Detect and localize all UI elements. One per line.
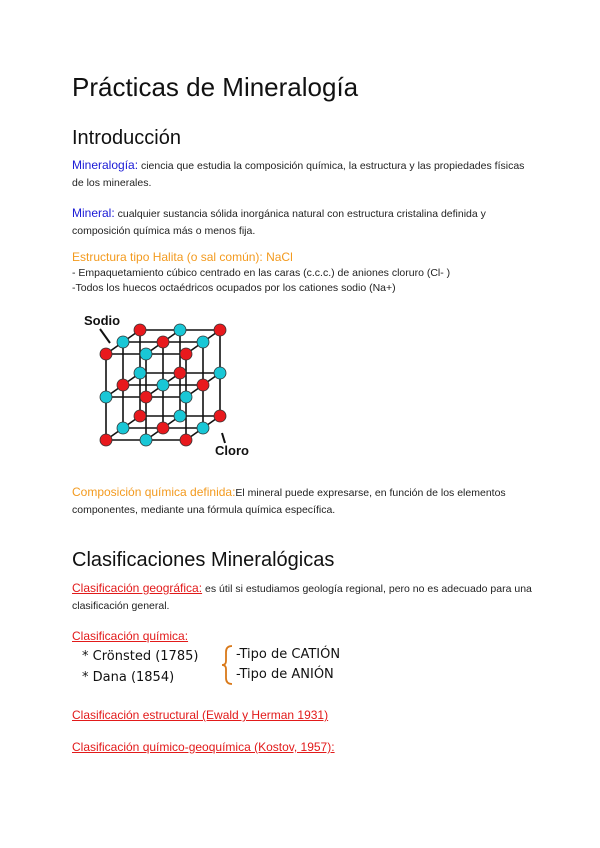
nacl-structure-figure	[72, 305, 272, 465]
chlorine-atom	[174, 410, 186, 422]
clasif-estructural-link[interactable]: Clasificación estructural (Ewald y Herman 1931)	[72, 708, 329, 722]
sodium-atom	[197, 379, 209, 391]
chlorine-atom	[140, 348, 152, 360]
chlorine-atom	[197, 336, 209, 348]
sodium-atom	[134, 410, 146, 422]
sodium-atom	[214, 410, 226, 422]
sodium-atom	[157, 422, 169, 434]
clasif-geoquimica-link[interactable]: Clasificación químico-geoquímica (Kostov, 1957):	[72, 740, 335, 754]
mineralogia-paragraph	[72, 157, 532, 192]
sodium-atom	[180, 348, 192, 360]
sodium-atom	[117, 379, 129, 391]
composicion-term: Composición química definida:	[72, 485, 236, 499]
clasif-geoquimica-row	[72, 738, 335, 756]
chlorine-atom	[100, 391, 112, 403]
composicion-definition: El mineral puede expresarse, en función de los elementos componentes, mediante una fórmula química específica.	[72, 487, 506, 516]
hand-dana: * Dana (1854)	[82, 670, 175, 685]
chlorine-atom	[214, 367, 226, 379]
chlorine-atom	[140, 434, 152, 446]
chlorine-atom	[117, 422, 129, 434]
intro-heading: Introducción	[72, 127, 181, 149]
sodium-atom	[134, 324, 146, 336]
handwritten-note-image	[78, 642, 368, 688]
geografica-text: es útil si estudiamos geología regional, pero no es adecuado para una clasificación general.	[72, 583, 532, 612]
clasif-geografica-link[interactable]: Clasificación geográfica:	[72, 581, 203, 595]
sodium-atom	[180, 434, 192, 446]
chlorine-atom	[117, 336, 129, 348]
clasif-estructural-row	[72, 706, 328, 724]
sodium-atom	[174, 367, 186, 379]
cloro-pointer	[222, 433, 225, 443]
chlorine-atom	[197, 422, 209, 434]
sodium-atom	[100, 434, 112, 446]
sodium-atom	[100, 348, 112, 360]
halita-heading: Estructura tipo Halita (o sal común): NaCl	[72, 250, 293, 264]
label-cloro: Cloro	[215, 443, 249, 458]
chlorine-atom	[157, 379, 169, 391]
page-title: Prácticas de Mineralogía	[72, 72, 359, 102]
mineral-paragraph	[72, 205, 532, 240]
clasif-quimica-link[interactable]: Clasificación química:	[72, 629, 189, 643]
mineralogia-definition: ciencia que estudia la composición química, la estructura y las propiedades físicas de los minerales.	[72, 160, 525, 189]
mineral-definition: cualquier sustancia sólida inorgánica natural con estructura cristalina definida y composición química más o menos fija.	[72, 208, 486, 237]
sodium-atom	[214, 324, 226, 336]
chlorine-atom	[180, 391, 192, 403]
sodium-atom	[140, 391, 152, 403]
sodium-atom	[157, 336, 169, 348]
halita-line-1: - Empaquetamiento cúbico centrado en las caras (c.c.c.) de aniones cloruro (Cl- )	[72, 267, 451, 279]
orange-brace	[222, 646, 232, 684]
sodio-pointer	[100, 329, 110, 343]
composicion-paragraph	[72, 484, 532, 519]
mineral-term: Mineral:	[72, 206, 115, 220]
halita-line-2: -Todos los huecos octaédricos ocupados por los cationes sodio (Na+)	[72, 282, 396, 294]
hand-tipo-cation: -Tipo de CATIÓN	[236, 647, 341, 662]
hand-cronsted: * Crönsted (1785)	[82, 649, 199, 664]
geografica-paragraph	[72, 580, 532, 615]
hand-tipo-anion: -Tipo de ANIÓN	[236, 667, 334, 682]
chlorine-atom	[134, 367, 146, 379]
chlorine-atom	[174, 324, 186, 336]
label-sodio: Sodio	[84, 313, 121, 328]
lattice-atoms	[100, 324, 226, 446]
clasif-heading: Clasificaciones Mineralógicas	[72, 549, 335, 571]
mineralogia-term: Mineralogía:	[72, 158, 139, 172]
